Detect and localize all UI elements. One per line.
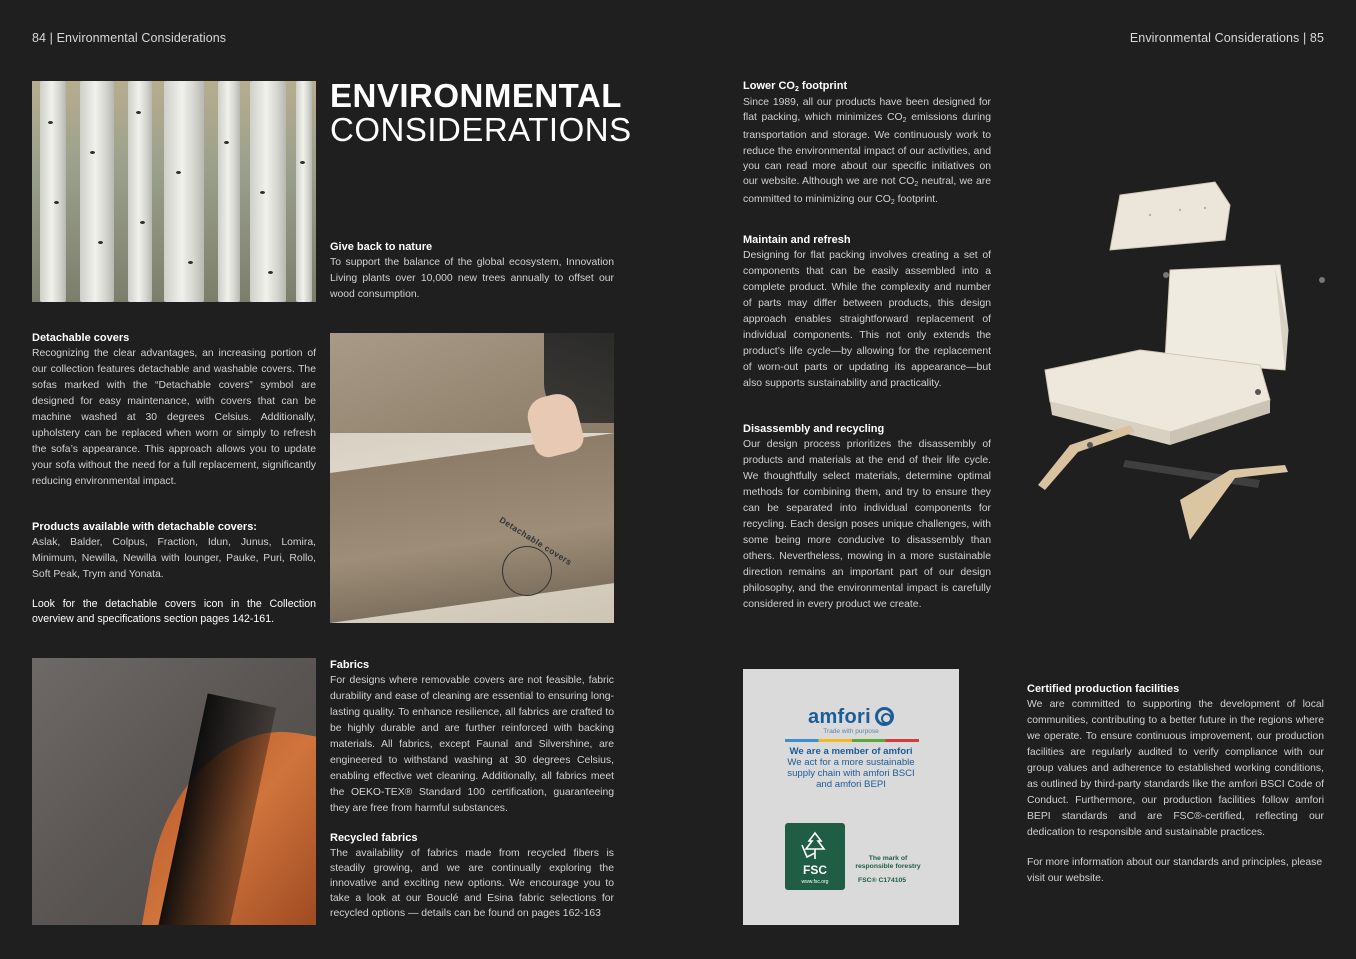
section-co2	[743, 80, 991, 210]
fsc-mark-line-1: The mark of	[868, 855, 908, 862]
section-maintain	[743, 234, 991, 392]
section-disassembly	[743, 423, 991, 613]
section-recycled-fabrics	[330, 832, 614, 921]
fsc-url: www.fsc.org	[801, 879, 829, 885]
fsc-tree-icon	[799, 831, 831, 861]
detachable-cover-photo	[330, 333, 614, 623]
certified-text: We are committed to supporting the development of local communities, contributing to a better future in the regions where we operate. To ensure continuous improvement, our production facilities are regularly audited to verify compliance with our group values and adherence to established working conditions, as outlined by third-party standards like the amfori BSCI Code of Conduct. Furthermore, our production facilities follow amfori BEPI standards and are FSC®-certified, reflecting our dedication to responsible and sustainable practices.	[1027, 699, 1324, 838]
products-heading: Products available with detachable covers:	[32, 521, 257, 533]
detachable-text: Recognizing the clear advantages, an increasing portion of our collection features detachable and washable covers. The sofas marked with the “Detachable covers” symbol are designed for easy maintenance, with covers that can be machine washed at 30 degrees Celsius. Additionally, upholstery can be replaced when worn or simply to refresh the sofa’s appearance. This approach allows you to update your sofa without the need for a full replacement, significantly reducing environmental impact.	[32, 348, 316, 487]
certified-more: For more information about our standards and principles, please visit our website.	[1027, 857, 1323, 884]
page-title	[330, 79, 632, 147]
title-light: CONSIDERATIONS	[330, 111, 632, 148]
products-note: Look for the detachable covers icon in the Collection overview and specifications section pages 142-161.	[32, 598, 316, 625]
fsc-logo	[785, 823, 845, 890]
fsc-name: FSC	[803, 863, 827, 877]
fsc-mark-text	[853, 855, 923, 871]
title-bold: ENVIRONMENTAL	[330, 77, 622, 114]
amfori-line-3: and amfori BEPI	[816, 779, 886, 790]
page-header-right: Environmental Considerations | 85	[1129, 31, 1324, 45]
section-detachable-covers	[32, 332, 316, 490]
maintain-heading: Maintain and refresh	[743, 234, 851, 246]
recycled-heading: Recycled fabrics	[330, 832, 418, 844]
fsc-mark-line-2: responsible forestry	[855, 863, 921, 870]
co2-text: Since 1989, all our products have been designed for flat packing, which minimizes $CO_2$ emissions during transportation and storage. We continuously work to reduce the environmental impact of our activities, and you can read more about our specific initiatives on our website. Although we are not $CO_2$ neutral, we are committed to minimizing our $CO_2$ footprint.	[743, 97, 991, 207]
fabrics-heading: Fabrics	[330, 659, 370, 671]
fabric-swatch-photo	[32, 658, 316, 925]
give-back-heading: Give back to nature	[330, 241, 433, 253]
detachable-covers-label: Detachable covers	[497, 514, 574, 568]
birch-forest-photo	[32, 81, 316, 302]
page-header-left: 84 | Environmental Considerations	[32, 31, 227, 45]
amfori-ring-icon	[875, 707, 894, 726]
amfori-line-2: supply chain with amfori BSCI	[787, 768, 915, 779]
fsc-license-code: FSC® C174105	[858, 877, 907, 884]
products-text: Aslak, Balder, Colpus, Fraction, Idun, Junus, Lomira, Minimum, Newilla, Newilla with lounger, Pauke, Puri, Rollo, Soft Peak, Trym and Yonata.	[32, 537, 316, 580]
amfori-member: We are a member of amfori	[789, 746, 913, 757]
maintain-text: Designing for flat packing involves creating a set of components that can be easily assembled into a complete product. While the complexity and number of parts may differ between products, this design approach enables straightforward replacement of individual components. This not only extends the product’s life cycle—by allowing for the replacement of worn-out parts or updating its appearance—but also supports sustainability and practicality.	[743, 250, 991, 389]
amfori-tagline: Trade with purpose	[823, 728, 879, 735]
section-fabrics	[330, 659, 614, 817]
amfori-color-bar	[785, 739, 919, 742]
certified-heading: Certified production facilities	[1027, 683, 1180, 695]
section-give-back	[330, 241, 614, 303]
detachable-covers-icon	[502, 546, 552, 596]
fabrics-text: For designs where removable covers are not feasible, fabric durability and ease of cleaning are essential to ensuring long-lasting quality. To enhance resilience, all fabrics are crafted to be highly durable and are further reinforced with backing materials. All fabrics, except Faunal and Silvershine, are engineered to withstand washing at 30 degrees Celsius, enabling effective wet cleaning. Additionally, all fabrics meet the OEKO-TEX® Standard 100 certification, guaranteeing they are free from harmful substances.	[330, 675, 614, 814]
detachable-heading: Detachable covers	[32, 332, 130, 344]
exploded-chair-illustration	[1030, 170, 1330, 550]
give-back-text: To support the balance of the global ecosystem, Innovation Living plants over 10,000 new trees annually to offset our wood consumption.	[330, 257, 614, 300]
section-certified	[1027, 683, 1324, 887]
amfori-statement	[743, 746, 959, 790]
section-products	[32, 521, 316, 627]
disassembly-text: Our design process prioritizes the disassembly of products and materials at the end of their life cycle. We thoughtfully select materials, determine optimal methods for combining them, and try to ensure they can be separated into individual components for recycling. Each design poses unique challenges, with some being more conducive to disassembly than others. Nevertheless, mowing in a more sustainable direction remains an important part of our design philosophy, and the environmental impact is carefully considered in every product we create.	[743, 439, 991, 610]
disassembly-heading: Disassembly and recycling	[743, 423, 885, 435]
amfori-logo: amfori	[743, 706, 959, 729]
recycled-text: The availability of fabrics made from recycled fibers is steadily growing, and we are continually exploring the innovative and exciting new options. We encourage you to take a look at our Bouclé and Esina fabric selections for recycled options — details can be found on pages 162-163	[330, 848, 614, 919]
amfori-line-1: We act for a more sustainable	[787, 757, 915, 768]
co2-heading: Lower $CO_2$ footprint	[743, 80, 848, 93]
amfori-fsc-certificate	[743, 669, 959, 925]
chair-svg	[1030, 170, 1330, 550]
